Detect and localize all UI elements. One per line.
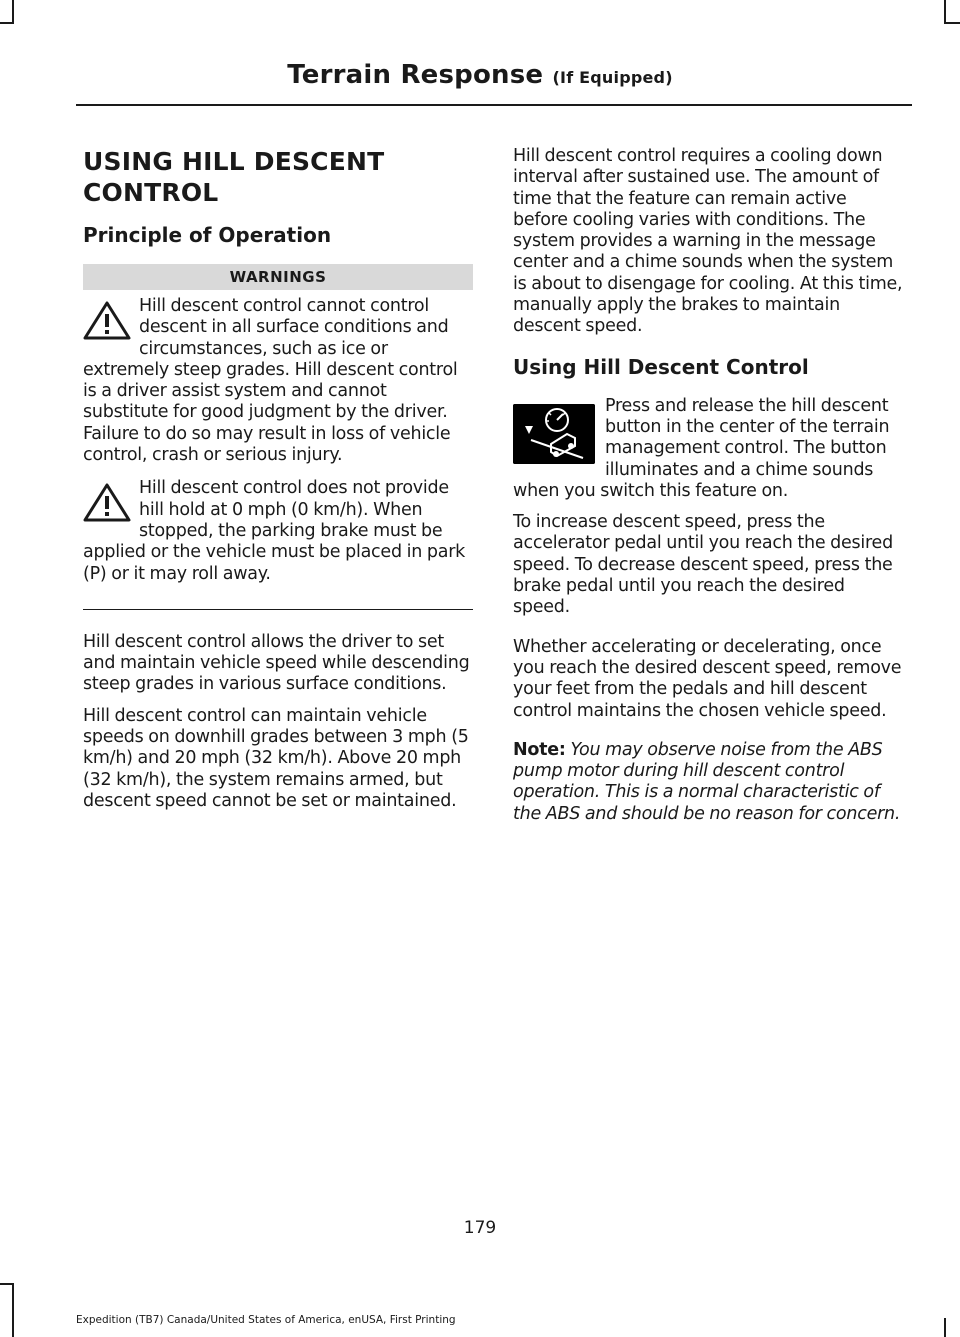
warning-text: Hill descent control does not provide hill hold at 0 mph (0 km/h). When stopped, the parking brake must be applied or the vehicle must be placed in park (P) or it may roll away. <box>83 478 466 584</box>
warning-item <box>83 478 473 584</box>
crop-mark-top-left-v <box>12 0 14 22</box>
crop-mark-top-left-h <box>0 22 14 24</box>
left-column <box>83 146 473 822</box>
paragraph: Press and release the hill descent button in the center of the terrain management control. The button illuminates and a chime sounds when you switch this feature on. <box>513 395 890 501</box>
paragraph: To increase descent speed, press the accelerator pedal until you reach the desired speed. To decrease descent speed, press the brake pedal until you reach the desired speed. <box>513 512 893 618</box>
footer-text: Expedition (TB7) Canada/United States of America, enUSA, First Printing <box>76 1314 456 1326</box>
hill-descent-icon <box>513 404 595 464</box>
crop-mark-top-right-v <box>944 0 946 22</box>
header-rule <box>76 104 912 106</box>
header-subtitle: (If Equipped) <box>552 68 673 87</box>
page-header <box>0 60 960 90</box>
warning-triangle-icon <box>83 300 131 340</box>
warning-item <box>83 296 473 466</box>
header-title: Terrain Response <box>287 60 544 90</box>
warnings-box <box>83 264 473 610</box>
right-column <box>513 146 906 835</box>
warning-triangle-icon <box>83 482 131 522</box>
crop-mark-bottom-right-v <box>944 1318 946 1337</box>
crop-mark-bottom-left-v <box>12 1283 14 1337</box>
note-paragraph <box>513 740 906 825</box>
subheading-principle: Principle of Operation <box>83 223 332 247</box>
page-number: 179 <box>463 1218 497 1238</box>
section-heading: USING HILL DESCENT CONTROL <box>83 147 385 207</box>
crop-mark-top-right-h <box>944 22 960 24</box>
warnings-end-rule <box>83 609 473 610</box>
crop-mark-bottom-left-h <box>0 1283 14 1285</box>
paragraph: Hill descent control can maintain vehicle speeds on downhill grades between 3 mph (5 km/h) and 20 mph (32 km/h). Above 20 mph (32 km/h), the system remains armed, but descent speed cannot be set or maintained. <box>83 705 469 811</box>
warnings-title: WARNINGS <box>83 264 473 290</box>
paragraph: Whether accelerating or decelerating, once you reach the desired descent speed, remove your feet from the pedals and hill descent control maintains the chosen vehicle speed. <box>513 636 902 721</box>
note-text: You may observe noise from the ABS pump motor during hill descent control operation. This is a normal characteristic of the ABS and should be no reason for concern. <box>513 739 901 824</box>
subheading-using: Using Hill Descent Control <box>513 354 809 379</box>
note-label: Note: <box>513 739 566 760</box>
hill-descent-instruction <box>513 396 906 502</box>
paragraph: Hill descent control requires a cooling down interval after sustained use. The amount of time that the feature can remain active before cooling varies with conditions. The system provides a warning in the message center and a chime sounds when the system is about to disengage for cooling. At this time, manually apply the brakes to maintain descent speed. <box>513 146 903 337</box>
paragraph: Hill descent control allows the driver to set and maintain vehicle speed while descending steep grades in various surface conditions. <box>83 631 470 695</box>
warning-text: Hill descent control cannot control descent in all surface conditions and circumstances, such as ice or extremely steep grades. Hill descent control is a driver assist system and cannot substitute for good judgment by the driver. Failure to do so may result in loss of vehicle control, crash or serious injury. <box>83 296 458 466</box>
